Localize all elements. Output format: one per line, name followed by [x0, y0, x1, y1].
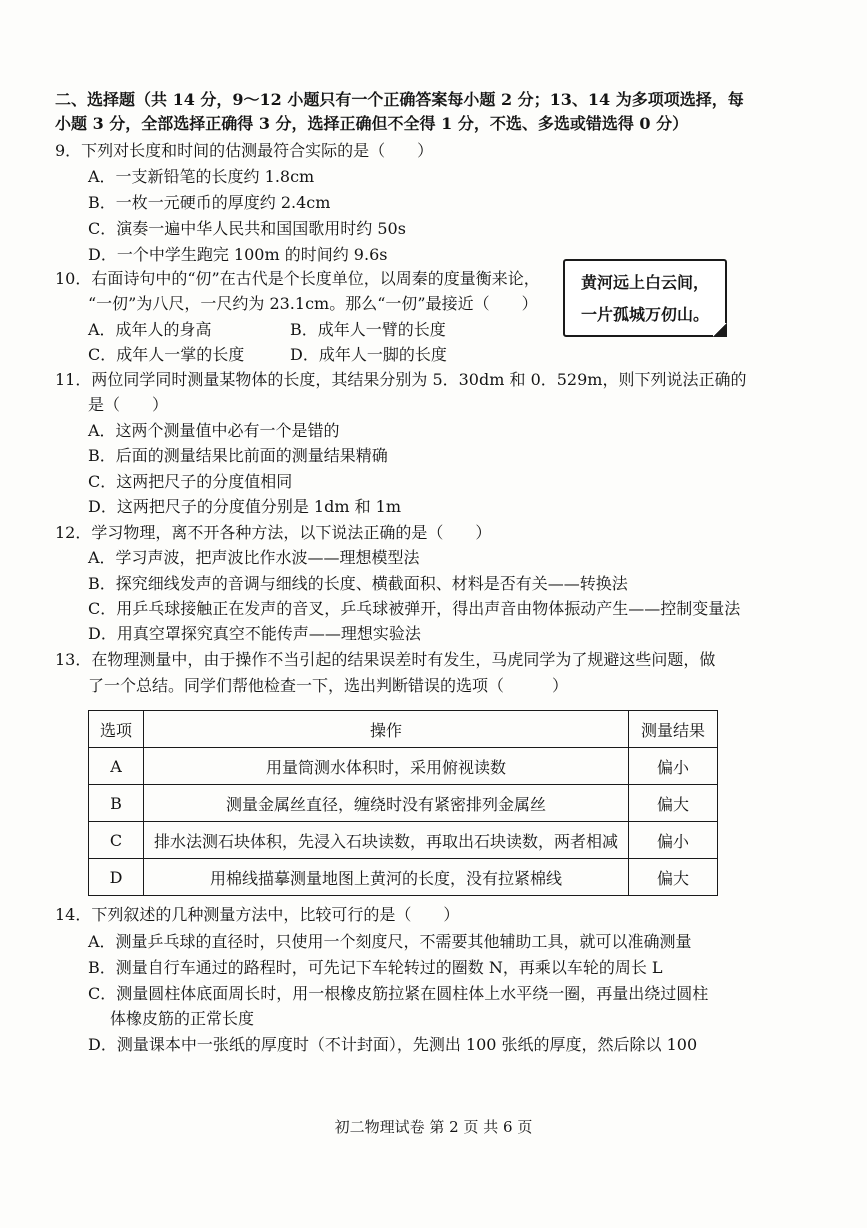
page-footer: 初二物理试卷 第 2 页 共 6 页 — [334, 1118, 533, 1136]
table-cell-option: B — [89, 785, 144, 822]
table-header-operation: 操作 — [144, 711, 629, 748]
q11-option-b: B．后面的测量结果比前面的测量结果精确 — [88, 446, 388, 465]
table-cell-operation: 测量金属丝直径，缠绕时没有紧密排列金属丝 — [144, 785, 629, 822]
q10-option-c: C．成年人一掌的长度 — [88, 345, 245, 364]
q11-stem-line2: 是（ ） — [88, 395, 169, 414]
table-cell-result: 偏小 — [629, 748, 718, 785]
section-header-line2: 小题 3 分，全部选择正确得 3 分，选择正确但不全得 1 分，不选、多选或错选得 0 分） — [55, 114, 689, 133]
q9-option-d: D．一个中学生跑完 100m 的时间约 9.6s — [88, 245, 388, 264]
q9-option-b: B．一枚一元硬币的厚度约 2.4cm — [88, 193, 331, 212]
q13-stem-line1: 13．在物理测量中，由于操作不当引起的结果误差时有发生，马虎同学为了规避这些问题，做 — [55, 650, 716, 669]
q10-stem-line1: 10．右面诗句中的“仞”在古代是个长度单位，以周秦的度量衡来论， — [55, 269, 540, 288]
q14-stem: 14．下列叙述的几种测量方法中，比较可行的是（ ） — [55, 905, 460, 924]
q12-option-b: B．探究细线发声的音调与细线的长度、横截面积、材料是否有关——转换法 — [88, 574, 628, 593]
q12-option-a: A．学习声波，把声波比作水波——理想模型法 — [88, 548, 420, 567]
q14-option-c-line2: 体橡皮筋的正常长度 — [110, 1009, 255, 1028]
table-cell-option: C — [89, 822, 144, 859]
table-cell-result: 偏小 — [629, 822, 718, 859]
table-cell-operation: 用棉线描摹测量地图上黄河的长度，没有拉紧棉线 — [144, 859, 629, 896]
q12-option-d: D．用真空罩探究真空不能传声——理想实验法 — [88, 624, 421, 643]
poem-line2: 一片孤城万仞山。 — [580, 305, 709, 324]
q9-stem: 9．下列对长度和时间的估测最符合实际的是（ ） — [55, 141, 434, 160]
q11-option-c: C．这两把尺子的分度值相同 — [88, 472, 293, 491]
table-header-result: 测量结果 — [629, 711, 718, 748]
q10-option-a: A．成年人的身高 — [88, 320, 212, 339]
table-row — [89, 748, 718, 785]
section-header-line1: 二、选择题（共 14 分，9～12 小题只有一个正确答案每小题 2 分；13、14 为多项项选择，每 — [55, 90, 744, 109]
table-row — [89, 785, 718, 822]
q10-stem-line2: “一仞”为八尺，一尺约为 23.1cm。那么“一仞”最接近（ ） — [88, 294, 538, 313]
page-curl-corner — [713, 323, 727, 337]
table-cell-option: D — [89, 859, 144, 896]
table-cell-result: 偏大 — [629, 785, 718, 822]
table-row — [89, 822, 718, 859]
table-header-row — [89, 711, 718, 748]
q14-option-b: B．测量自行车通过的路程时，可先记下车轮转过的圈数 N，再乘以车轮的周长 L — [88, 958, 663, 977]
q11-option-d: D．这两把尺子的分度值分别是 1dm 和 1m — [88, 497, 402, 516]
q13-stem-line2: 了一个总结。同学们帮他检查一下，选出判断错误的选项（ ） — [88, 676, 569, 695]
q11-option-a: A．这两个测量值中必有一个是错的 — [88, 421, 340, 440]
q9-option-a: A．一支新铅笔的长度约 1.8cm — [88, 167, 315, 186]
q10-option-b: B．成年人一臂的长度 — [290, 320, 446, 339]
q14-option-d: D．测量课本中一张纸的厚度时（不计封面），先测出 100 张纸的厚度，然后除以 100 — [88, 1035, 698, 1054]
q14-option-c-line1: C．测量圆柱体底面周长时，用一根橡皮筋拉紧在圆柱体上水平绕一圈，再量出绕过圆柱 — [88, 984, 709, 1003]
table-cell-option: A — [89, 748, 144, 785]
poem-line1: 黄河远上白云间， — [580, 273, 709, 292]
poem-box — [563, 259, 727, 337]
q10-option-d: D．成年人一脚的长度 — [290, 345, 447, 364]
table-header-option: 选项 — [89, 711, 144, 748]
measurement-table — [88, 710, 718, 896]
table-row — [89, 859, 718, 896]
q11-stem-line1: 11．两位同学同时测量某物体的长度，其结果分别为 5．30dm 和 0．529m，则下列说法正确的 — [55, 370, 747, 389]
q14-option-a: A．测量乒乓球的直径时，只使用一个刻度尺，不需要其他辅助工具，就可以准确测量 — [88, 932, 692, 951]
table-cell-operation: 用量筒测水体积时，采用俯视读数 — [144, 748, 629, 785]
q12-stem: 12．学习物理，离不开各种方法，以下说法正确的是（ ） — [55, 523, 492, 542]
table-cell-operation: 排水法测石块体积，先浸入石块读数，再取出石块读数，两者相减 — [144, 822, 629, 859]
q9-option-c: C．演奏一遍中华人民共和国国歌用时约 50s — [88, 219, 406, 238]
table-cell-result: 偏大 — [629, 859, 718, 896]
q12-option-c: C．用乒乓球接触正在发声的音叉，乒乓球被弹开，得出声音由物体振动产生——控制变量法 — [88, 599, 741, 618]
